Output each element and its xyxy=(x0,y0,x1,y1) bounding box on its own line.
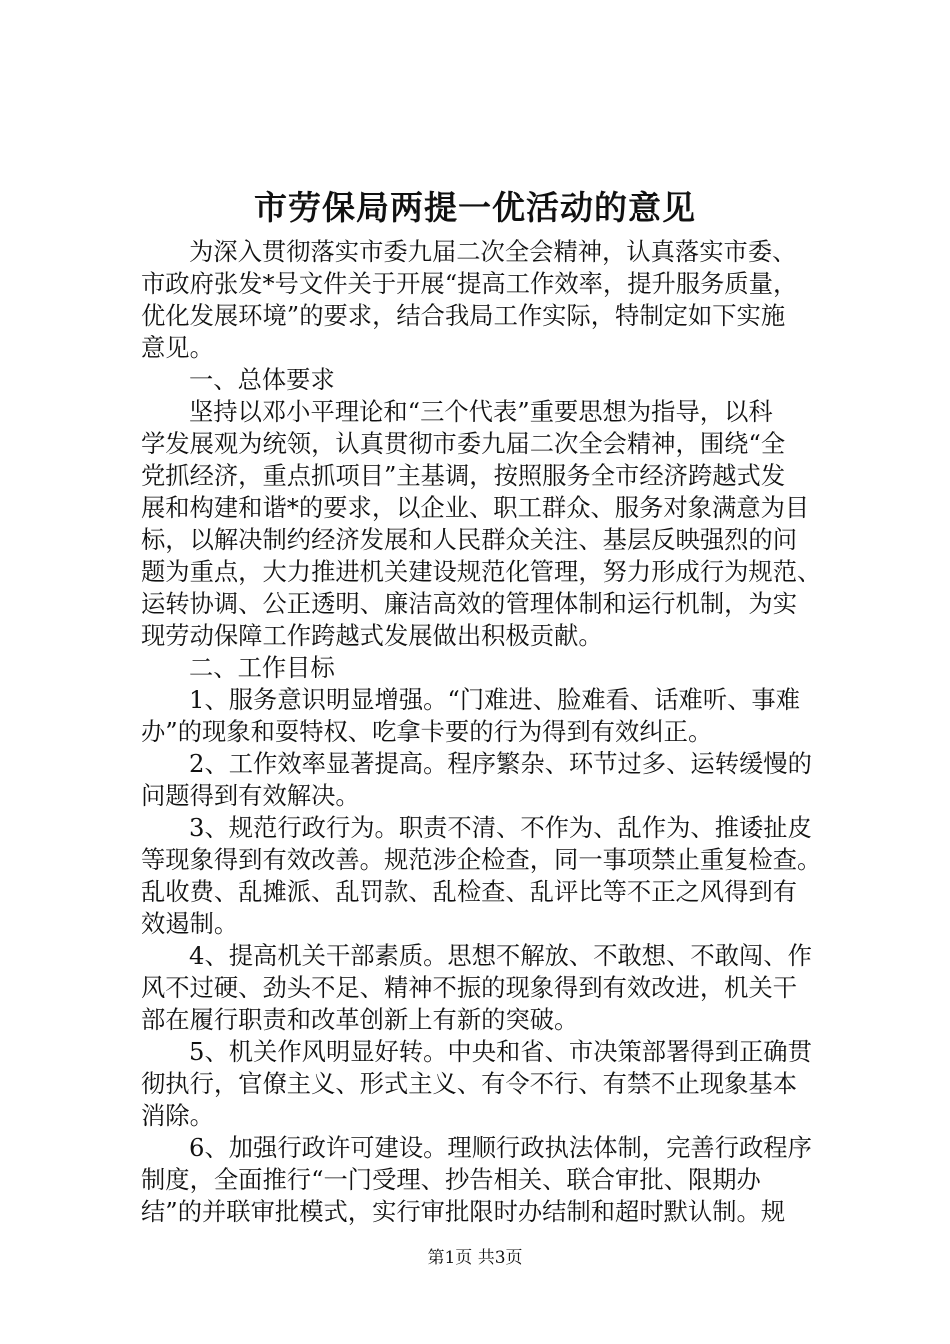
body-text-line: 标，以解决制约经济发展和人民群众关注、基层反映强烈的问 xyxy=(141,525,798,554)
body-text-line: 问题得到有效解决。 xyxy=(141,781,360,810)
body-text-line: 1、服务意识明显增强。“门难进、脸难看、话难听、事难 xyxy=(189,685,801,714)
body-text-line: 学发展观为统领，认真贯彻市委九届二次全会精神，围绕“全 xyxy=(141,429,786,458)
body-text-line: 4、提高机关干部素质。思想不解放、不敢想、不敢闯、作 xyxy=(189,941,812,970)
body-text-line: 彻执行，官僚主义、形式主义、有令不行、有禁不止现象基本 xyxy=(141,1069,798,1098)
body-text-line: 5、机关作风明显好转。中央和省、市决策部署得到正确贯 xyxy=(189,1037,812,1066)
body-text-line: 题为重点，大力推进机关建设规范化管理，努力形成行为规范、 xyxy=(141,557,822,586)
body-text-line: 二、工作目标 xyxy=(189,653,335,682)
body-text-line: 党抓经济，重点抓项目”主基调，按照服务全市经济跨越式发 xyxy=(141,461,786,490)
body-text-line: 消除。 xyxy=(141,1101,214,1130)
body-text-line: 制度，全面推行“一门受理、抄告相关、联合审批、限期办 xyxy=(141,1165,761,1194)
body-text-line: 部在履行职责和改革创新上有新的突破。 xyxy=(141,1005,579,1034)
body-text-line: 办”的现象和耍特权、吃拿卡要的行为得到有效纠正。 xyxy=(141,717,713,746)
body-text-line: 等现象得到有效改善。规范涉企检查，同一事项禁止重复检查。 xyxy=(141,845,822,874)
document-body xyxy=(141,236,841,1228)
body-text-line: 为深入贯彻落实市委九届二次全会精神，认真落实市委、 xyxy=(189,237,797,266)
body-text-line: 结”的并联审批模式，实行审批限时办结制和超时默认制。规 xyxy=(141,1197,786,1226)
body-text-line: 意见。 xyxy=(141,333,214,362)
page-footer: 第1页 共3页 xyxy=(427,1248,523,1268)
body-text-line: 乱收费、乱摊派、乱罚款、乱检查、乱评比等不正之风得到有 xyxy=(141,877,798,906)
body-text-line: 坚持以邓小平理论和“三个代表”重要思想为指导，以科 xyxy=(189,397,773,426)
body-text-line: 市政府张发*号文件关于开展“提高工作效率，提升服务质量， xyxy=(141,269,798,298)
body-text-line: 运转协调、公正透明、廉洁高效的管理体制和运行机制，为实 xyxy=(141,589,798,618)
body-text-line: 现劳动保障工作跨越式发展做出积极贡献。 xyxy=(141,621,603,650)
body-text-line: 2、工作效率显著提高。程序繁杂、环节过多、运转缓慢的 xyxy=(189,749,812,778)
body-text-line: 一、总体要求 xyxy=(189,365,335,394)
body-text-line: 3、规范行政行为。职责不清、不作为、乱作为、推诿扯皮 xyxy=(189,813,812,842)
body-text-line: 效遏制。 xyxy=(141,909,239,938)
body-text-line: 展和构建和谐*的要求，以企业、职工群众、服务对象满意为目 xyxy=(141,493,810,522)
body-text-line: 风不过硬、劲头不足、精神不振的现象得到有效改进，机关干 xyxy=(141,973,798,1002)
body-text-line: 6、加强行政许可建设。理顺行政执法体制，完善行政程序 xyxy=(189,1133,812,1162)
document-title: 市劳保局两提一优活动的意见 xyxy=(254,188,696,227)
body-text-line: 优化发展环境”的要求，结合我局工作实际，特制定如下实施 xyxy=(141,301,786,330)
